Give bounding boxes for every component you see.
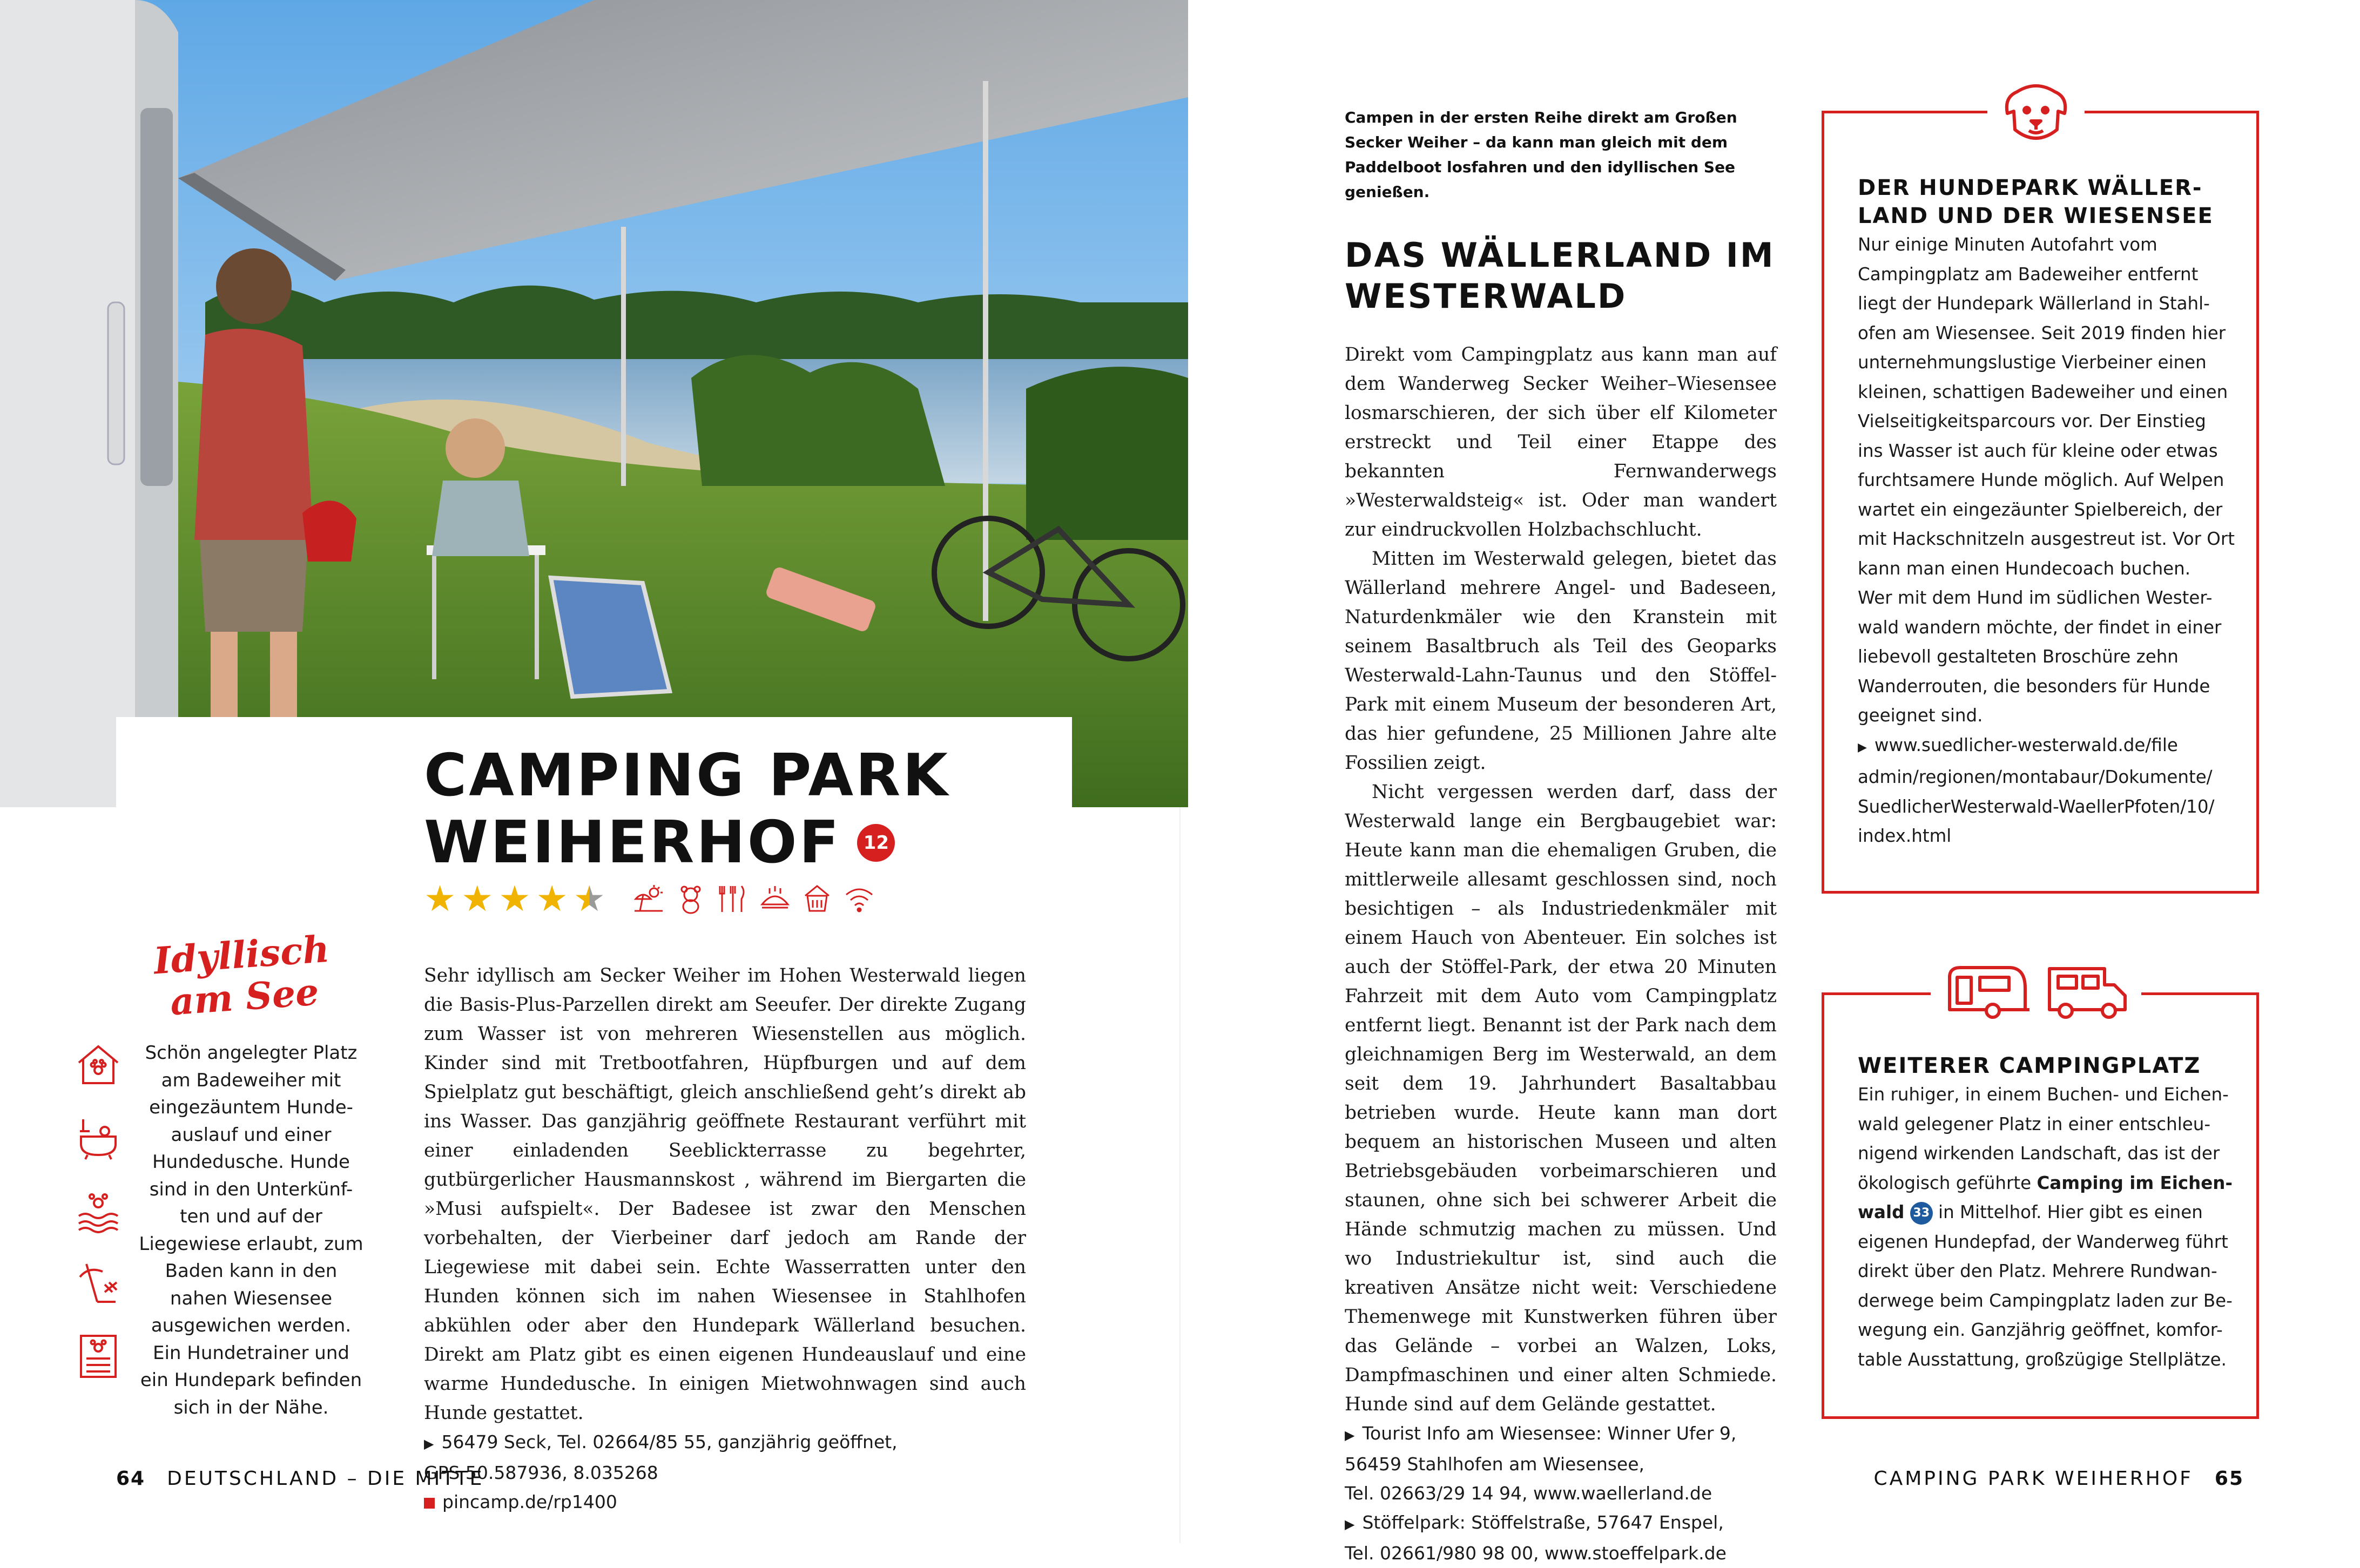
stoeffelpark-line1: Stöffelpark: Stöffelstraße, 57647 Enspel, xyxy=(1362,1512,1724,1533)
box-line: Wanderrouten, die besonders für Hunde xyxy=(1858,675,2210,697)
link-line[interactable]: admin/regionen/montabaur/Dokumente/ xyxy=(1858,767,2213,787)
stoeffelpark-line2: Tel. 02661/980 98 00, www.stoeffelpark.de xyxy=(1345,1543,1727,1564)
script-heading xyxy=(143,928,343,1025)
sidebar-line: auslauf und einer xyxy=(171,1124,332,1146)
dog-feature-icons xyxy=(76,1042,124,1407)
box-line: kann man einen Hundecoach buchen. xyxy=(1858,558,2191,579)
paragraph-2: Mitten im Westerwald gelegen, bietet das Wällerland mehrere Angel- und Badeseen, Naturdenkmäler wie den Kranstein mit seinem Basaltbruch als Teil des Geoparks Westerwald-Lahn-Taunus und den Stöffel-Park mit einem Museum der besonderen Art, das hier gefundene, 25 Millionen Jahre alte Fossilien zeigt. xyxy=(1345,548,1777,774)
main-body xyxy=(424,961,1026,1517)
box-line: geeignet sind. xyxy=(1858,705,1983,726)
campsite-ref-badge: 33 xyxy=(1910,1202,1933,1225)
tourist-info xyxy=(1345,1419,1777,1450)
box-line: Wer mit dem Hund im südlichen Wester- xyxy=(1858,587,2213,608)
restaurant-icon xyxy=(717,883,749,915)
page-number-right: 65 xyxy=(2214,1468,2244,1490)
box-line: Vielseitigkeitsparcours vor. Der Einstieg xyxy=(1858,411,2206,431)
box-line: wegung ein. Ganzjährig geöffnet, komfor- xyxy=(1858,1320,2223,1340)
triangle-bullet-icon: ▶ xyxy=(1858,740,1867,754)
footer-right-text: CAMPING PARK WEIHERHOF xyxy=(1873,1468,2193,1490)
gps-info: GPS 50.587936, 8.035268 xyxy=(424,1462,658,1483)
sidebar-line: nahen Wiesensee xyxy=(170,1287,333,1309)
box-line: Campingplatz am Badeweiher entfernt xyxy=(1858,263,2199,285)
triangle-bullet-icon: ▶ xyxy=(1345,1517,1355,1532)
sidebar-line: Ein Hundetrainer und xyxy=(153,1342,349,1364)
sidebar-line: sich in der Nähe. xyxy=(173,1396,329,1418)
contact-info xyxy=(424,1428,1026,1458)
star-icon: ★ xyxy=(498,878,531,920)
page-number-left: 64 xyxy=(116,1468,146,1490)
sidebar-line: ein Hundepark befinden xyxy=(140,1369,362,1391)
sidebar-line: eingezäuntem Hunde- xyxy=(149,1097,353,1118)
tourist-info-line1: Tourist Info am Wiesensee: Winner Ufer 9, xyxy=(1362,1423,1737,1444)
title-line2: WEIHERHOF xyxy=(424,809,841,876)
campsite-title xyxy=(424,742,950,876)
main-body-text: Sehr idyllisch am Secker Weiher im Hohen Westerwald liegen die Basis-Plus-Parzellen direkt am Seeufer. Der direkte Zugang zum Wasser ist von mehreren Wiesenstellen aus möglich. Kinder sind mit Tretbootfahren, Hüpfburgen und auf dem Spielplatz gut beschäftigt, gleich anschließend geht’s direkt ab ins Wasser. Das ganzjährig geöffnete Restaurant verführt mit einer einladenden Seeblickterrasse zu begehrter, gutbürgerlicher Hausmannskost , während im Biergarten die »Musi aufspielt«. Der Badesee ist zwar den Menschen vorbehalten, der Vierbeiner darf jedoch am Rande der Liegewiese mit dabei sein. Echte Wasserratten unter den Hunden können sich im nahen Wiesensee in Stahlhofen abkühlen oder aber den Hundepark Wällerland besuchen. Direkt am Platz gibt es einen eigenen Hundeauslauf und eine warme Hundedusche. In einigen Mietwohnwagen sind auch Hunde gestattet. xyxy=(424,965,1026,1424)
footer-left-text: DEUTSCHLAND – DIE MITTE xyxy=(167,1468,484,1490)
caravan-icon xyxy=(1944,961,2031,1020)
sidebar-line: Hundedusche. Hunde xyxy=(152,1151,350,1173)
box-line: furchtsamere Hunde möglich. Auf Welpen xyxy=(1858,470,2224,490)
beach-sun-icon xyxy=(632,883,665,915)
box-line: liegt der Hundepark Wällerland in Stahl- xyxy=(1858,293,2210,314)
campingplatz-name: Camping im Eichen- xyxy=(2037,1172,2233,1193)
box-line: wartet ein eingezäunter Spielbereich, der xyxy=(1858,499,2223,520)
paragraph-3: Nicht vergessen werden darf, dass der Westerwald lange ein Bergbaugebiet war: Heute kann man die ehemaligen Gruben, die mittlerweile allesamt geschlossen sind, noch besichtigen – als Industriedenkmäler mit einem Hauch von Abenteuer. Ein solches ist auch der Stöffel-Park, der etwa 20 Minuten Fahrzeit mit dem Auto vom Campingplatz entfernt liegt. Benannt ist der Park nach dem gleichnamigen Berg im Westerwald, an dem seit dem 19. Jahrhundert Basaltabbau betrieben wurde. Heute kann man dort bequem an historischen Museen und alten Betriebsgebäuden vorbeimarschieren und staunen, ohne sich bei schwerer Arbeit die Hände schmutzig machen zu müssen. Und wo Industriekultur ist, sind auch die kreativen Ansätze nicht weit: Verschiedene Themenwege mit Kunstwerken führen über das Gelände – vorbei an Walzen, Loks, Dampfmaschinen und einer alten Schmiede. Hunde sind auf dem Gelände gestattet. xyxy=(1345,781,1777,1415)
square-bullet-icon xyxy=(424,1498,435,1509)
script-heading-line1: Idyllisch xyxy=(152,927,331,983)
box-line: ins Wasser ist auch für kleine oder etwas xyxy=(1858,440,2218,461)
right-body xyxy=(1345,340,1777,1568)
website-info xyxy=(424,1488,1026,1517)
box-line: Ein ruhiger, in einem Buchen- und Eichen- xyxy=(1858,1084,2229,1105)
hundepark-title-line1: DER HUNDEPARK WÄLLER- xyxy=(1858,175,2203,200)
wifi-icon xyxy=(843,883,875,915)
box-line: nigend wirkenden Landschaft, das ist der xyxy=(1858,1143,2220,1164)
sidebar-line: Schön angelegter Platz xyxy=(145,1042,358,1064)
title-line1: CAMPING PARK xyxy=(424,742,950,809)
campsite-photo xyxy=(0,0,1188,807)
box-line: mit Hackschnitzeln ausgestreut ist. Vor Ort xyxy=(1858,529,2235,549)
hundepark-title xyxy=(1858,174,2236,230)
sidebar-text xyxy=(138,1039,365,1421)
box-line-pre: ökologisch geführte xyxy=(1858,1172,2037,1193)
dog-water-icon xyxy=(76,1188,121,1233)
triangle-bullet-icon: ▶ xyxy=(1345,1428,1355,1443)
sidebar-line: Baden kann in den xyxy=(165,1260,338,1282)
campingplatz-content xyxy=(1858,1052,2236,1374)
hundepark-content xyxy=(1858,174,2236,851)
section-heading-line2: WESTERWALD xyxy=(1345,276,1627,316)
teddy-icon xyxy=(675,883,707,915)
dog-shower-icon xyxy=(76,1115,121,1160)
tourist-info-line2: 56459 Stahlhofen am Wiesensee, xyxy=(1345,1454,1645,1475)
rating-row xyxy=(424,878,875,920)
link-line[interactable]: index.html xyxy=(1858,826,1952,846)
dog-menu-icon xyxy=(76,1334,121,1379)
half-star-icon: ★ xyxy=(573,878,605,920)
paragraph-1: Direkt vom Campingplatz aus kann man auf dem Wanderweg Secker Weiher–Wiesensee losmarschieren, der sich über elf Kilometer erstreckt und Teil einer Etappe des bekannten Fernwanderwegs »Westerwaldsteig« ist. Oder man wandert zur eindruckvollen Holzbachschlucht. xyxy=(1345,344,1777,540)
box-line: Nur einige Minuten Autofahrt vom xyxy=(1858,234,2157,255)
shop-icon xyxy=(801,883,833,915)
link-line[interactable]: www.suedlicher-westerwald.de/file xyxy=(1874,734,2178,755)
box-line: table Ausstattung, großzügige Stellplätze. xyxy=(1858,1349,2227,1370)
box-line xyxy=(1858,1198,2236,1227)
sidebar-line: sind in den Unterkünf- xyxy=(149,1178,353,1200)
box-line: wald gelegener Platz in einer entschleu- xyxy=(1858,1113,2211,1134)
box-line-after: in Mittelhof. Hier gibt es einen xyxy=(1932,1202,2203,1222)
campingplatz-text xyxy=(1858,1080,2236,1374)
star-icon: ★ xyxy=(461,878,494,920)
box-line: liebevoll gestalteten Broschüre zehn xyxy=(1858,646,2179,667)
sidebar-line: ausgewichen werden. xyxy=(151,1315,352,1336)
box-line: eigenen Hundepfad, der Wanderweg führt xyxy=(1858,1231,2228,1252)
contact-line1: 56479 Seck, Tel. 02664/85 55, ganzjährig geöffnet, xyxy=(441,1431,898,1452)
sidebar-line: ten und auf der xyxy=(180,1206,322,1227)
campingplatz-title: WEITERER CAMPINGPLATZ xyxy=(1858,1053,2201,1078)
dog-head-icon xyxy=(2001,76,2071,151)
dog-beach-icon xyxy=(76,1261,121,1306)
campsite-number-badge: 12 xyxy=(857,824,895,862)
bakery-icon xyxy=(759,883,791,915)
campingplatz-name-end: wald xyxy=(1858,1202,1905,1222)
sidebar-line: Liegewiese erlaubt, zum xyxy=(139,1233,363,1255)
box-line: direkt über den Platz. Mehrere Rundwan- xyxy=(1858,1261,2217,1281)
hundepark-link[interactable] xyxy=(1858,731,2236,763)
photo-caption: Campen in der ersten Reihe direkt am Großen Secker Weiher – da kann man gleich mit dem Paddelboot losfahren und den idyllischen See genießen. xyxy=(1345,109,1737,201)
section-heading-line1: DAS WÄLLERLAND IM xyxy=(1345,235,1775,275)
sidebar-line: am Badeweiher mit xyxy=(161,1069,341,1091)
script-heading-line2: am See xyxy=(168,970,320,1024)
tourist-info-line3: Tel. 02663/29 14 94, www.waellerland.de xyxy=(1345,1483,1712,1504)
box-line: derwege beim Campingplatz laden zur Be- xyxy=(1858,1290,2233,1311)
camper-van-icon xyxy=(2044,961,2130,1020)
footer-right xyxy=(1873,1468,2244,1490)
box-line xyxy=(1858,1168,2236,1198)
box-line: kleinen, schattigen Badeweiher und einen xyxy=(1858,381,2228,402)
box-line: ofen am Wiesensee. Seit 2019 finden hier xyxy=(1858,322,2226,343)
star-icon: ★ xyxy=(424,878,456,920)
hundepark-title-line2: LAND UND DER WIESENSEE xyxy=(1858,204,2214,228)
section-heading xyxy=(1345,235,1775,317)
hundepark-text xyxy=(1858,230,2236,851)
dog-house-icon xyxy=(76,1042,121,1087)
triangle-bullet-icon: ▶ xyxy=(424,1436,434,1451)
box-line: wald wandern möchte, der findet in einer xyxy=(1858,617,2222,638)
website-link[interactable]: pincamp.de/rp1400 xyxy=(442,1491,617,1512)
stoeffelpark-info xyxy=(1345,1508,1777,1539)
star-icon: ★ xyxy=(536,878,568,920)
box-line: unternehmungslustige Vierbeiner einen xyxy=(1858,352,2207,373)
footer-left xyxy=(116,1468,484,1490)
link-line[interactable]: SuedlicherWesterwald-WaellerPfoten/10/ xyxy=(1858,796,2215,817)
